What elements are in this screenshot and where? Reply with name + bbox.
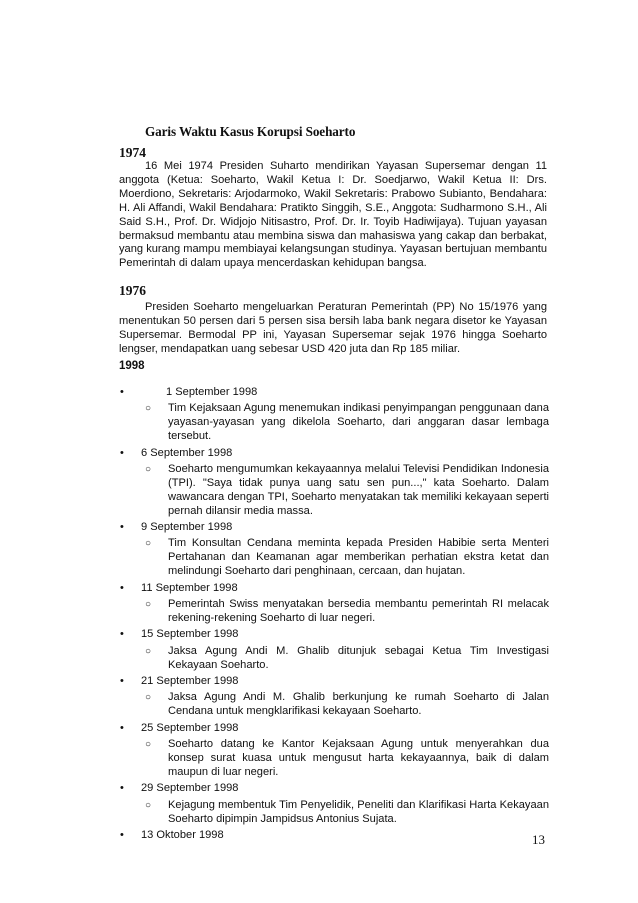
bullet-icon: • xyxy=(120,521,124,534)
event-detail xyxy=(141,598,549,626)
event-item xyxy=(119,386,549,444)
event-date: 9 September 1998 xyxy=(141,521,233,534)
paragraph-1974 xyxy=(119,160,547,271)
heading-1998: 1998 xyxy=(119,360,145,372)
event-detail xyxy=(141,645,549,673)
event-date: 29 September 1998 xyxy=(141,782,239,795)
event-detail-list xyxy=(141,691,549,719)
event-detail-list xyxy=(141,799,549,827)
event-item xyxy=(119,675,549,719)
event-date: 1 September 1998 xyxy=(166,386,258,398)
bullet-icon: • xyxy=(120,675,124,688)
page-number: 13 xyxy=(532,832,545,847)
event-detail-text: Tim Kejaksaan Agung menemukan indikasi penyimpangan penggunaan dana yayasan-yayasan yang dikelola Soeharto, dari anggaran dasar lembaga tersebut. xyxy=(168,402,549,443)
event-detail-list xyxy=(141,645,549,673)
sub-bullet-icon: ○ xyxy=(145,463,152,475)
event-detail xyxy=(141,691,549,719)
event-date: 25 September 1998 xyxy=(141,721,239,734)
events-1998-list xyxy=(119,386,549,846)
bullet-icon: • xyxy=(120,721,124,734)
event-detail-text: Kejagung membentuk Tim Penyelidik, Peneliti dan Klarifikasi Harta Kekayaan Soeharto dipimpin Jampidsus Antonius Sujata. xyxy=(168,798,549,825)
bullet-icon: • xyxy=(120,386,124,398)
sub-bullet-icon: ○ xyxy=(145,403,152,415)
heading-1974: 1974 xyxy=(119,145,146,160)
bullet-icon: • xyxy=(120,628,124,641)
sub-bullet-icon: ○ xyxy=(145,645,152,657)
event-detail-list xyxy=(141,402,549,444)
event-detail-text: Tim Konsultan Cendana meminta kepada Presiden Habibie serta Menteri Pertahanan dan Keamanan agar memberikan perhatian ekstra ketat dan melindungi Soeharto dari penghinaan, cercaan, dan hujatan. xyxy=(168,537,549,578)
bullet-icon: • xyxy=(120,581,124,594)
event-date: 6 September 1998 xyxy=(141,446,233,459)
event-detail xyxy=(141,799,549,827)
event-detail xyxy=(141,402,549,444)
event-date: 15 September 1998 xyxy=(141,628,239,641)
event-detail-list xyxy=(141,463,549,519)
paragraph-1976-text: Presiden Soeharto mengeluarkan Peraturan Pemerintah (PP) No 15/1976 yang menentukan 50 persen dari 5 persen sisa bersih laba bank negara disetor ke Yayasan Supersemar. Bermodal PP ini, Yayasan Supersemar sejak 1976 hingga Soeharto lengser, mendapatkan uang sebesar USD 420 juta dan Rp 185 miliar. xyxy=(119,301,547,355)
paragraph-1974-text: 16 Mei 1974 Presiden Suharto mendirikan Yayasan Supersemar dengan 11 anggota (Ketua: Soeharto, Wakil Ketua I: Dr. Soedjarwo, Wakil Ketua II: Drs. Moerdiono, Sekretaris: Arjodarmoko, Wakil Sekretaris: Prabowo Subianto, Bendahara: H. Ali Affandi, Wakil Bendahara: Pratikto Singgih, S.E., Anggota: Sudharmono S.H., Ali Said S.H., Prof. Dr. Widjojo Nitisastro, Prof. Dr. Ir. Toyib Hadiwijaya). Tujuan yayasan bermaksud membantu atau membina siswa dan mahasiswa yang cakap dan berbakat, yang kurang mampu membiayai kelangsungan studinya. Yayasan bertujuan membantu Pemerintah di dalam upaya mencerdaskan kehidupan bangsa. xyxy=(119,160,547,270)
event-item xyxy=(119,447,549,519)
bullet-icon: • xyxy=(120,782,124,795)
event-detail-list xyxy=(141,537,549,579)
event-item xyxy=(119,582,549,626)
event-detail-list xyxy=(141,738,549,780)
event-item xyxy=(119,829,549,843)
event-detail-text: Jaksa Agung Andi M. Ghalib ditunjuk sebagai Ketua Tim Investigasi Kekayaan Soeharto. xyxy=(168,644,549,671)
sub-bullet-icon: ○ xyxy=(145,692,152,704)
sub-bullet-icon: ○ xyxy=(145,598,152,610)
event-detail-text: Jaksa Agung Andi M. Ghalib berkunjung ke rumah Soeharto di Jalan Cendana untuk mengklarifikasi kekayaan Soeharto. xyxy=(168,691,549,718)
sub-bullet-icon: ○ xyxy=(145,538,152,550)
event-detail xyxy=(141,537,549,579)
event-detail-text: Soeharto mengumumkan kekayaannya melalui Televisi Pendidikan Indonesia (TPI). "Saya tidak punya uang satu sen pun...," kata Soeharto. Dalam wawancara dengan TPI, Soeharto menyatakan tak memiliki kekayaan seperti pernah dilansir media massa. xyxy=(168,462,549,517)
event-item xyxy=(119,782,549,826)
event-detail xyxy=(141,738,549,780)
sub-bullet-icon: ○ xyxy=(145,799,152,811)
heading-1976: 1976 xyxy=(119,283,146,298)
document-title: Garis Waktu Kasus Korupsi Soeharto xyxy=(145,124,356,139)
sub-bullet-icon: ○ xyxy=(145,739,152,751)
event-item xyxy=(119,628,549,672)
bullet-icon: • xyxy=(120,446,124,459)
event-date: 13 Oktober 1998 xyxy=(141,829,224,842)
event-detail-text: Pemerintah Swiss menyatakan bersedia membantu pemerintah RI melacak rekening-rekening Soeharto di luar negeri. xyxy=(168,597,549,624)
event-date: 21 September 1998 xyxy=(141,675,239,688)
event-item xyxy=(119,521,549,579)
event-date: 11 September 1998 xyxy=(141,581,238,594)
event-item xyxy=(119,722,549,780)
event-detail-text: Soeharto datang ke Kantor Kejaksaan Agung untuk menyerahkan dua konsep surat kuasa untuk mengusut harta kekayaannya, baik di dalam maupun di luar negeri. xyxy=(168,738,549,778)
bullet-icon: • xyxy=(120,829,124,842)
event-detail xyxy=(141,463,549,519)
paragraph-1976 xyxy=(119,301,547,357)
event-detail-list xyxy=(141,598,549,626)
